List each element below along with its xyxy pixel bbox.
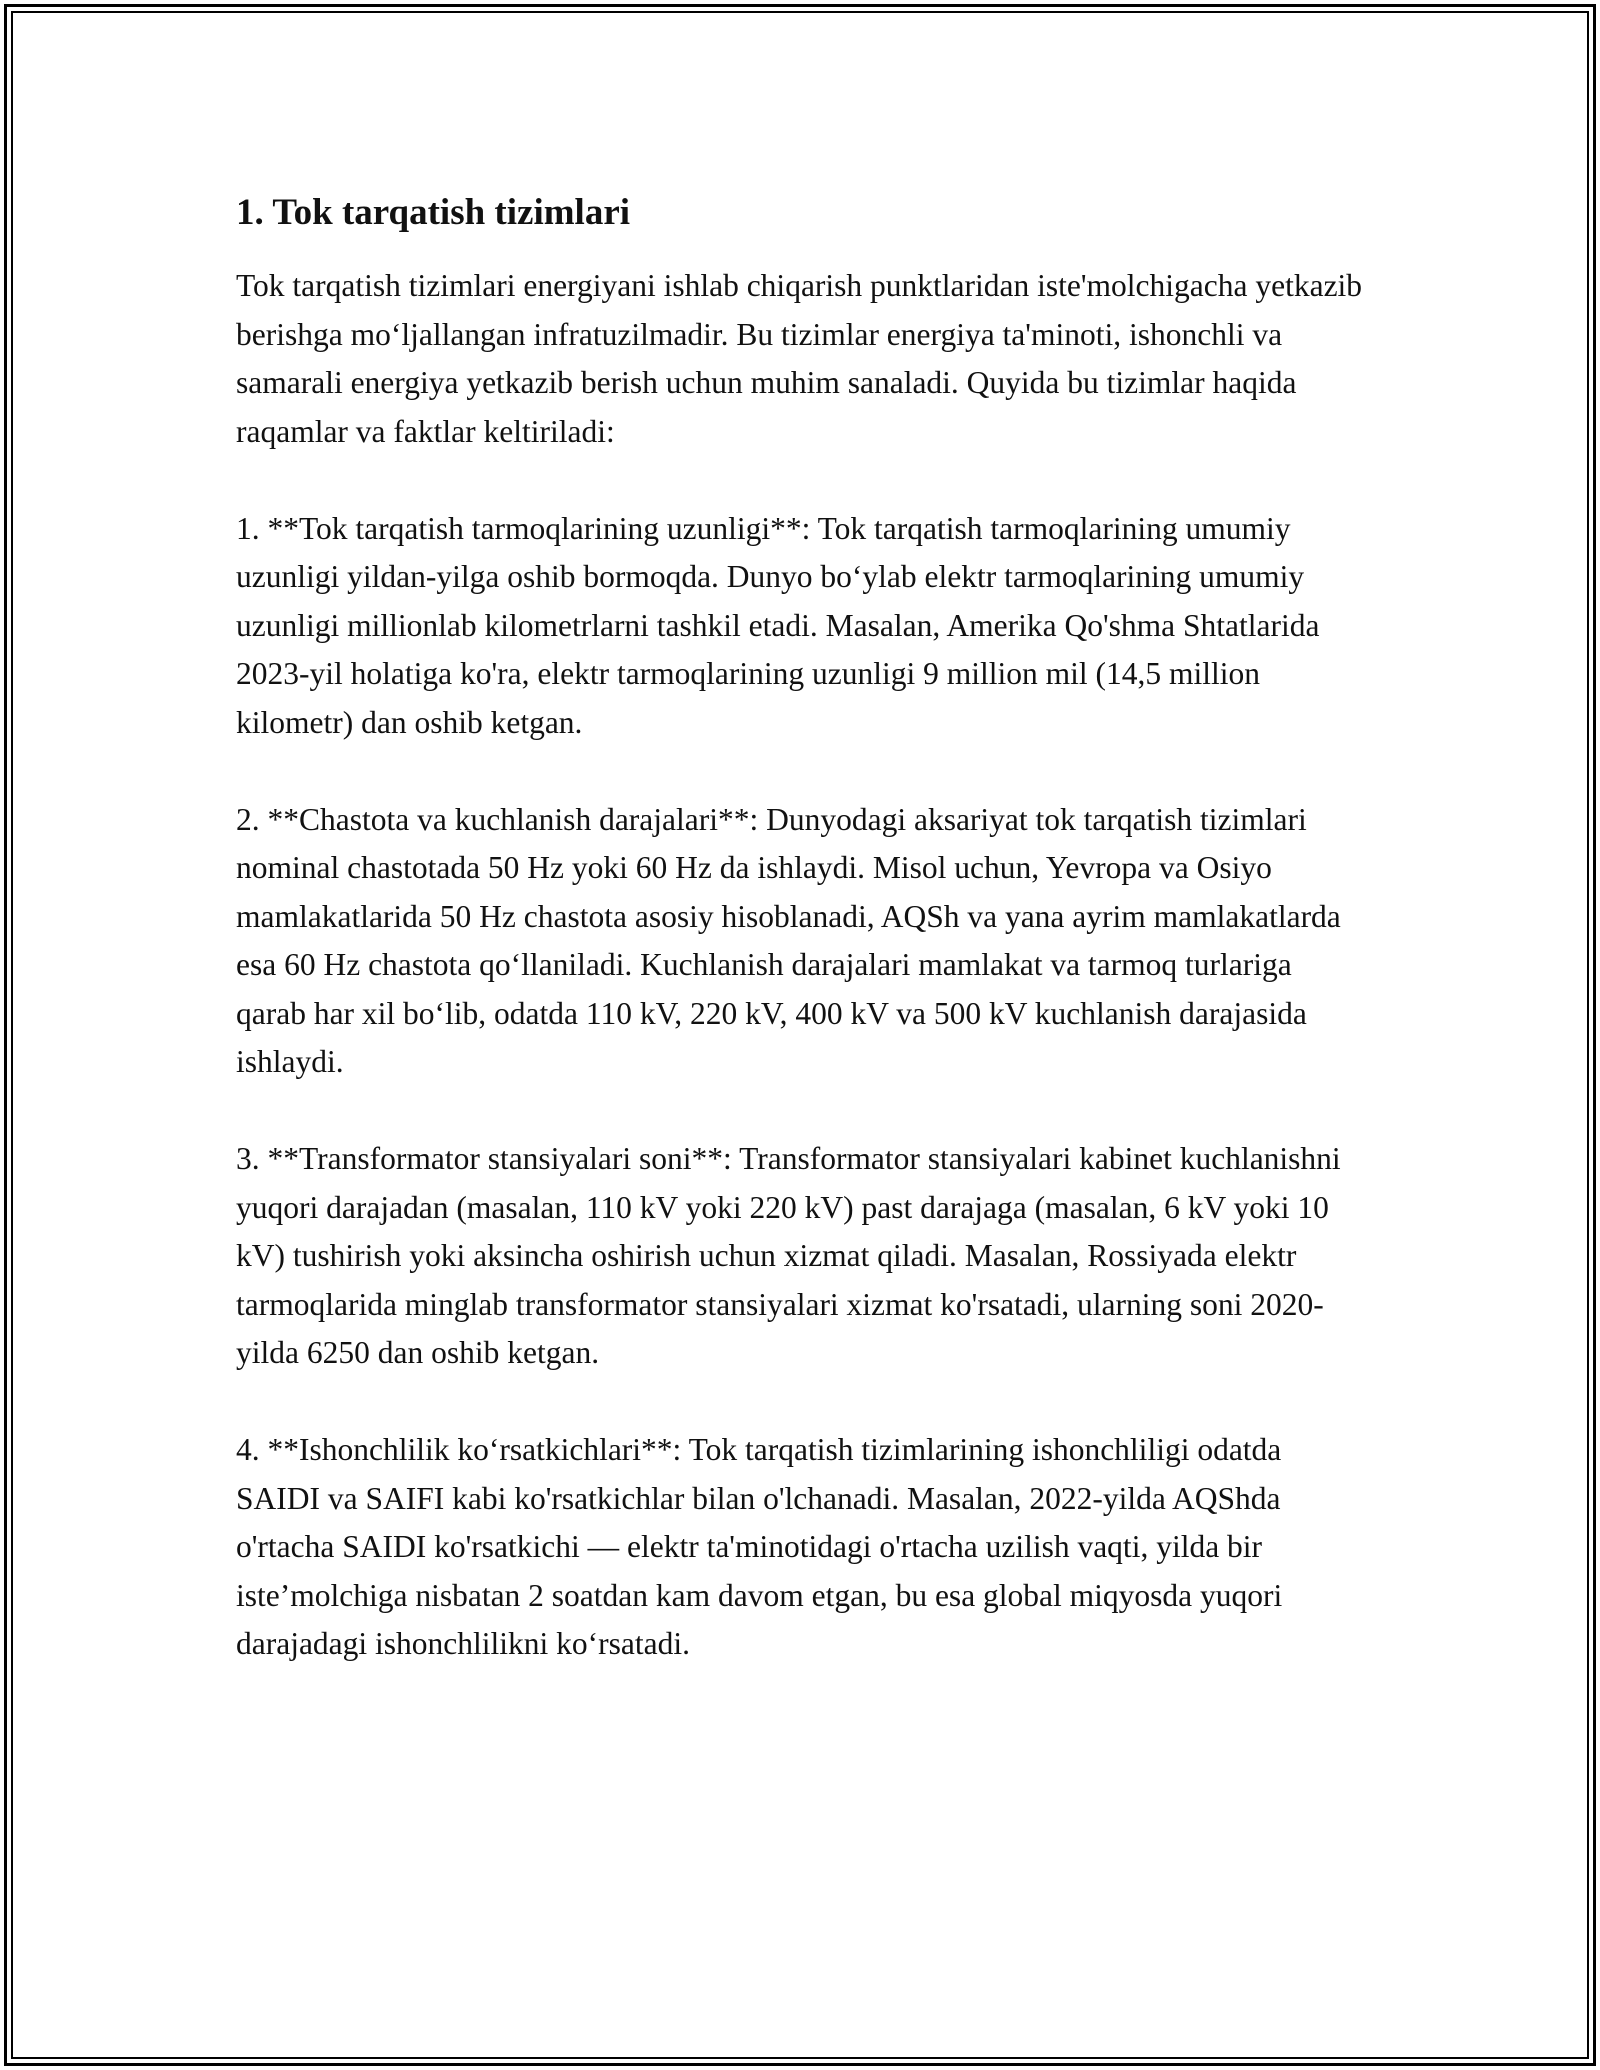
- page-title: 1. Tok tarqatish tizimlari: [236, 192, 631, 233]
- paragraph-network-length: 1. **Tok tarqatish tarmoqlarining uzunligi**: Tok tarqatish tarmoqlarining umumiy uzunligi yildan-yilga oshib bormoqda. Dunyo bo‘ylab elektr tarmoqlarining umumiy uzunligi millionlab kilometrlarni tashkil etadi. Masalan, Amerika Qo'shma Shtatlarida 2023-yil holatiga ko'ra, elektr tarmoqlarining uzunligi 9 million mil (14,5 million kilometr) dan oshib ketgan.: [236, 510, 1320, 740]
- document-body: [236, 188, 1366, 1669]
- paragraph-reliability: 4. **Ishonchlilik ko‘rsatkichlari**: Tok tarqatish tizimlarining ishonchliligi odatda SAIDI va SAIFI kabi ko'rsatkichlar bilan o'lchanadi. Masalan, 2022-yilda AQShda o'rtacha SAIDI ko'rsatkichi — elektr ta'minotidagi o'rtacha uzilish vaqti, yilda bir iste’molchiga nisbatan 2 soatdan kam davom etgan, bu esa global miqyosda yuqori darajadagi ishonchlilikni ko‘rsatadi.: [236, 1432, 1283, 1661]
- paragraph-frequency-voltage: 2. **Chastota va kuchlanish darajalari**: Dunyodagi aksariyat tok tarqatish tizimlari nominal chastotada 50 Hz yoki 60 Hz da ishlaydi. Misol uchun, Yevropa va Osiyo mamlakatlarida 50 Hz chastota asosiy hisoblanadi, AQSh va yana ayrim mamlakatlarda esa 60 Hz chastota qo‘llaniladi. Kuchlanish darajalari mamlakat va tarmoq turlariga qarab har xil bo‘lib, odatda 110 kV, 220 kV, 400 kV va 500 kV kuchlanish darajasida ishlaydi.: [236, 801, 1341, 1079]
- intro-paragraph: Tok tarqatish tizimlari energiyani ishlab chiqarish punktlaridan iste'molchigacha yetkazib berishga mo‘ljallangan infratuzilmadir. Bu tizimlar energiya ta'minoti, ishonchli va samarali energiya yetkazib berish uchun muhim sanaladi. Quyida bu tizimlar haqida raqamlar va faktlar keltiriladi:: [236, 268, 1363, 449]
- paragraph-transformer-stations: 3. **Transformator stansiyalari soni**: Transformator stansiyalari kabinet kuchlanishni yuqori darajadan (masalan, 110 kV yoki 220 kV) past darajaga (masalan, 6 kV yoki 10 kV) tushirish yoki aksincha oshirish uchun xizmat qiladi. Masalan, Rossiyada elektr tarmoqlarida minglab transformator stansiyalari xizmat ko'rsatadi, ularning soni 2020-yilda 6250 dan oshib ketgan.: [236, 1141, 1341, 1370]
